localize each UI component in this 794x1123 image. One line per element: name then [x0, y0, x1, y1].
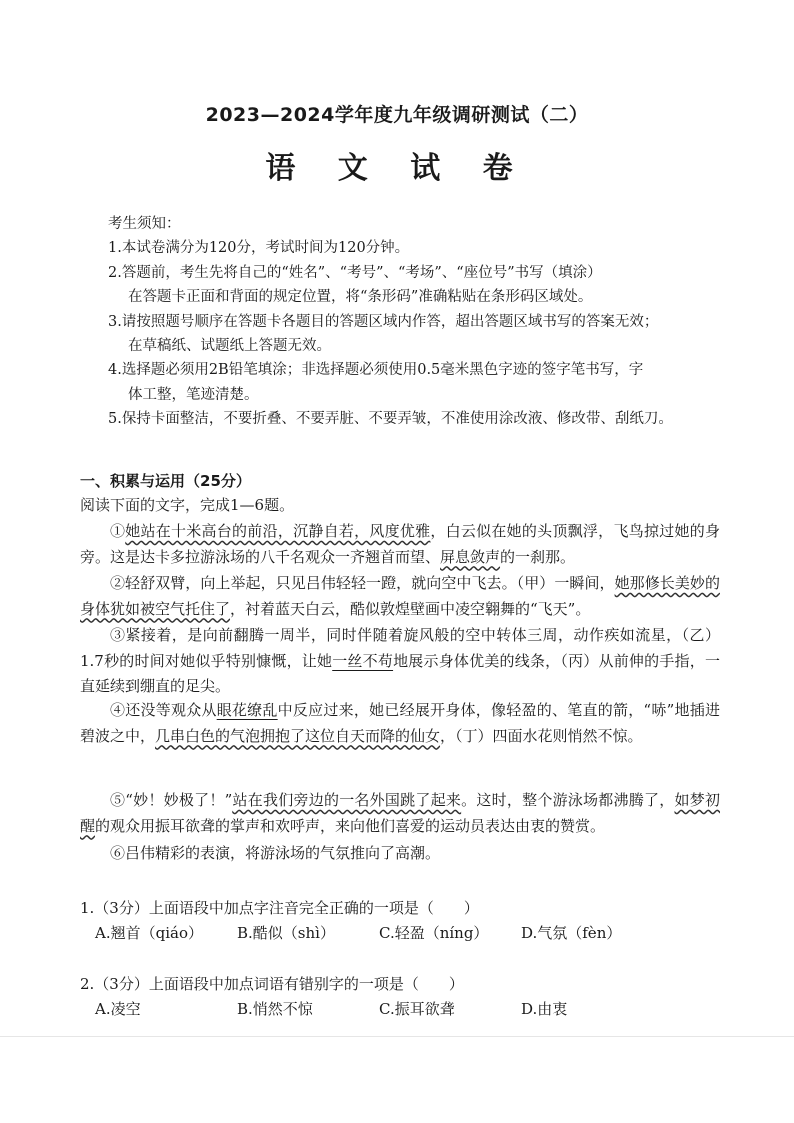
- notice-heading: 考生须知：: [108, 216, 181, 232]
- notice-item: 体工整，笔迹清楚。: [128, 386, 259, 403]
- paragraph-text: ①: [110, 522, 126, 540]
- option-a: A.凌空: [95, 1000, 141, 1018]
- option-b: B.酷似（shì）: [237, 924, 335, 942]
- underlined-phrase: 如梦初醒: [80, 791, 720, 835]
- passage-paragraph-2: [80, 571, 720, 622]
- passage-paragraph-5: [80, 788, 720, 839]
- question-2-stem: 2.（3分）上面语段中加点词语有错别字的一项是（ ）: [80, 975, 464, 993]
- underlined-phrase: 几串白色的气泡拥抱了这位自天而降的仙女: [155, 726, 441, 745]
- notice-item: 1.本试卷满分为120分，考试时间为120分钟。: [108, 240, 410, 257]
- section-intro: 阅读下面的文字，完成1—6题。: [80, 496, 295, 514]
- notice-item: 在草稿纸、试题纸上答题无效。: [128, 338, 331, 355]
- page-divider: [0, 1036, 794, 1037]
- passage-paragraph-3: [80, 623, 720, 700]
- option-c: C.振耳欲聋: [379, 1000, 455, 1018]
- section-title: 一、积累与运用（25分）: [80, 472, 251, 490]
- option-d: D.由衷: [521, 1000, 568, 1018]
- option-b: B.悄然不惊: [237, 1000, 313, 1018]
- option-c: C.轻盈（níng）: [379, 924, 489, 942]
- question-2-options: [95, 998, 715, 1019]
- passage-paragraph-6: [80, 841, 720, 867]
- paragraph-text: 的观众用振耳欲聋的掌声和欢呼声，来向他们喜爱的运动员表达由衷的赞赏。: [95, 816, 606, 835]
- underlined-phrase: 她站在十米高台的前沿，沉静自若，风度优雅: [125, 522, 431, 540]
- paragraph-text: ，白云似在她的头顶飘浮，飞鸟掠过她的身旁。这是达卡多拉游泳场的八千名观众一齐翘首而望、: [80, 522, 720, 566]
- passage-paragraph-1: [80, 519, 720, 570]
- option-a: A.翘首（qiáo）: [95, 924, 203, 942]
- notice-item: 4.选择题必须用2B铅笔填涂；非选择题必须使用0.5毫米黑色字迹的签字笔书写，字: [108, 362, 644, 379]
- question-1-stem: 1.（3分）上面语段中加点字注音完全正确的一项是（ ）: [80, 899, 479, 917]
- underlined-phrase: 一丝不苟: [332, 651, 394, 670]
- paragraph-text: ⑤“妙！妙极了！”: [110, 791, 233, 809]
- exam-title: 2023—2024学年度九年级调研测试（二）: [205, 104, 589, 126]
- notice-item: 5.保持卡面整洁，不要折叠、不要弄脏、不要弄皱，不准使用涂改液、修改带、刮纸刀。: [108, 411, 673, 428]
- underlined-phrase: 站在我们旁边的一名外国跳了起来: [232, 791, 462, 809]
- option-d: D.气氛（fèn）: [521, 924, 622, 942]
- paragraph-text: 的一刹那。: [500, 547, 576, 566]
- paragraph-text: ④还没等观众从: [110, 701, 217, 719]
- underlined-phrase: 眼花缭乱: [216, 701, 278, 719]
- underlined-phrase: 屏息敛声: [440, 547, 501, 566]
- paragraph-text: ，衬着蓝天白云，酷似敦煌壁画中凌空翱舞的“飞天”。: [230, 599, 591, 618]
- paragraph-text: ②轻舒双臂，向上举起，只见吕伟轻轻一蹬，就向空中飞去。（甲）一瞬间，: [110, 574, 615, 592]
- paragraph-text: ，（丁）四面水花则悄然不惊。: [440, 726, 643, 745]
- notice-item: 3.请按照题号顺序在答题卡各题目的答题区域内作答，超出答题区域书写的答案无效；: [108, 313, 659, 330]
- subject-title: 语 文 试 卷: [265, 151, 529, 186]
- notice-item: 在答题卡正面和背面的规定位置，将“条形码”准确粘贴在条形码区域处。: [128, 289, 593, 306]
- candidate-notice: [108, 212, 728, 432]
- paragraph-text: 。这时，整个游泳场都沸腾了，: [461, 791, 675, 809]
- notice-item: 2.答题前，考生先将自己的“姓名”、“考号”、“考场”、“座位号”书写（填涂）: [108, 264, 602, 281]
- question-1-options: [95, 922, 715, 943]
- paragraph-text: 中反应过来，她已经展开身体，像轻盈的、笔直的箭，“哧”地插进碧波之中，: [80, 701, 720, 745]
- underlined-phrase: 她那修长美妙的身体犹如被空气托住了: [80, 574, 720, 618]
- paragraph-text: ⑥吕伟精彩的表演，将游泳场的气氛推向了高潮。: [110, 844, 441, 862]
- paragraph-text: ③紧接着，是向前翻腾一周半，同时伴随着旋风般的空中转体三周，动作疾如流星，（乙）1.7秒的时间对她似乎特别慷慨，让她: [80, 626, 720, 670]
- passage-paragraph-4: [80, 698, 720, 749]
- paragraph-text: 地展示身体优美的线条，（丙）从前伸的手指，一直延续到绷直的足尖。: [80, 651, 720, 695]
